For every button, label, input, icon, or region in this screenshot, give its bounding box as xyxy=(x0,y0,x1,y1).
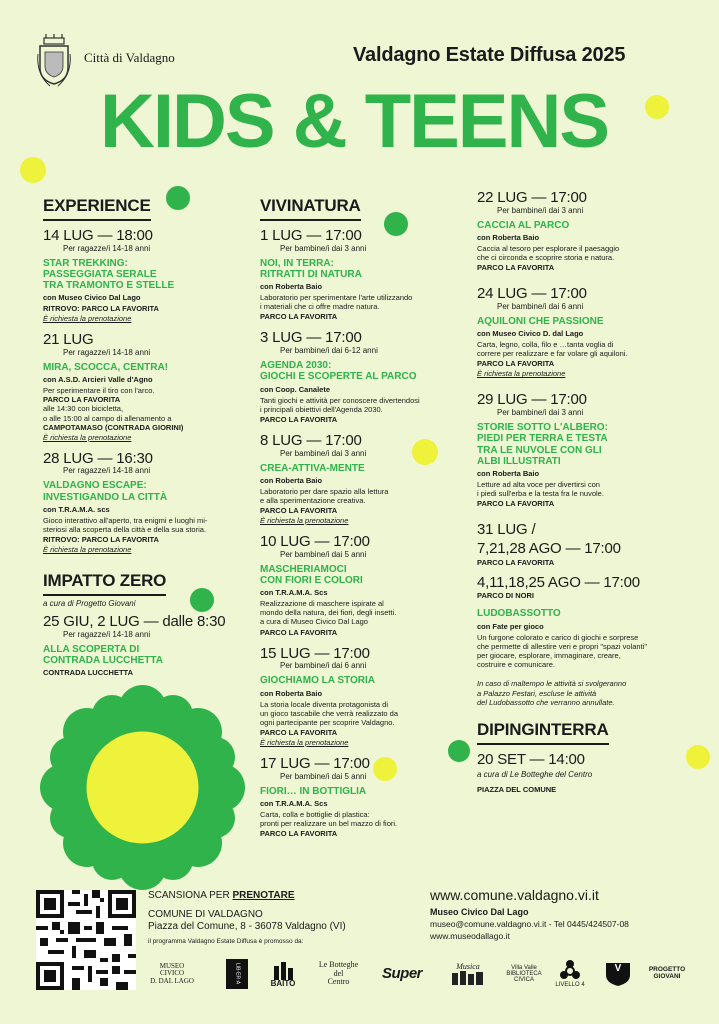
musica-text: Musica xyxy=(456,961,480,971)
event-item xyxy=(477,752,677,794)
event-item xyxy=(43,451,243,554)
event-description: Per sperimentare il tiro con l'arco. xyxy=(43,386,155,396)
event-date: 17 LUG — 17:00 xyxy=(260,754,370,772)
libera-logo xyxy=(226,954,248,994)
event-place: PARCO LA FAVORITA xyxy=(260,414,338,424)
event-place: PARCO LA FAVORITA xyxy=(260,312,338,322)
section-heading-dipinginterra: DIPINGINTERRA xyxy=(477,720,609,745)
booking-note: È richiesta la prenotazione xyxy=(43,545,132,555)
musica-logo xyxy=(448,954,488,994)
event-date: 7,21,28 AGO — 17:00 xyxy=(477,539,621,557)
event-description: Carta, legno, colla, filo e …tanta voglia di correre per realizzare e far volare gli aquiloni. xyxy=(477,340,628,359)
booking-note: È richiesta la prenotazione xyxy=(43,314,132,324)
column-middle xyxy=(260,196,460,847)
event-age: Per bambine/i dai 6 anni xyxy=(497,301,584,311)
event-title: GIOCHIAMO LA STORIA xyxy=(260,675,375,687)
event-description: Laboratorio per sperimentare l'arte utilizzando i materiali che ci offre madre natura. xyxy=(260,293,413,312)
event-date: 29 LUG — 17:00 xyxy=(477,391,587,409)
organizer-name: COMUNE DI VALDAGNO xyxy=(148,909,263,920)
event-age: Per bambine/i dai 5 anni xyxy=(280,549,367,559)
event-place: PARCO LA FAVORITA xyxy=(43,395,121,405)
decor-dot xyxy=(20,157,46,183)
event-organizer: con Museo Civico Dal Lago xyxy=(43,293,141,303)
event-item xyxy=(260,228,460,321)
event-date: 10 LUG — 17:00 xyxy=(260,533,370,551)
organizer-address: Piazza del Comune, 8 - 36078 Valdagno (VI) xyxy=(148,921,346,932)
event-organizer: con Roberta Baio xyxy=(477,468,540,478)
event-organizer: con T.R.A.M.A. Scs xyxy=(260,588,328,598)
botteghe-logo: Le Botteghe del Centro xyxy=(318,960,359,987)
museum-website-link[interactable]: www.museodallago.it xyxy=(430,931,510,941)
event-age: Per ragazze/i 14-18 anni xyxy=(63,466,151,476)
event-place: CAMPOTAMASO (CONTRADA GIORINI) xyxy=(43,422,184,432)
event-description: alle 14:30 con bicicletta, o alle 15:00 al campo di allenamento a xyxy=(43,404,172,423)
event-item xyxy=(260,330,460,423)
event-item xyxy=(477,286,677,378)
event-age: Per bambine/i dai 3 anni xyxy=(497,408,584,418)
event-title: FIORI… IN BOTTIGLIA xyxy=(260,785,367,797)
event-age: Per bambine/i dai 3 anni xyxy=(497,205,584,215)
event-date: 1 LUG — 17:00 xyxy=(260,227,362,244)
scan-bold: PRENOTARE xyxy=(232,890,295,901)
column-right xyxy=(477,190,677,803)
biohazard-icon xyxy=(559,960,581,982)
event-description: Gioco interattivo all'aperto, tra enigmi e luoghi mi- steriosi alla scoperta della città e della sua storia. xyxy=(43,515,208,534)
event-title: STAR TREKKING: PASSEGGIATA SERALE TRA TRAMONTO E STELLE xyxy=(43,257,175,292)
event-place: PARCO LA FAVORITA xyxy=(260,506,338,516)
event-place: PARCO LA FAVORITA xyxy=(477,263,555,273)
event-place: PARCO LA FAVORITA xyxy=(260,829,338,839)
progetto-giovani-logo: PROGETTO GIOVANI xyxy=(648,966,686,980)
event-date: 15 LUG — 17:00 xyxy=(260,644,370,662)
villa-valle-logo: Villa Valle BIBLIOTECA CIVICA xyxy=(506,964,542,984)
event-description: Carta, colla e bottiglie di plastica: pronti per realizzare un bel mazzo di fiori. xyxy=(260,809,398,829)
event-age: Per bambine/i dai 5 anni xyxy=(280,771,367,781)
event-title: NOI, IN TERRA: RITRATTI DI NATURA xyxy=(260,257,362,280)
museum-contact[interactable]: museo@comune.valdagno.vi.it - Tel 0445/424507-08 xyxy=(430,919,629,929)
booking-note: È richiesta la prenotazione xyxy=(43,432,132,442)
event-place: PARCO LA FAVORITA xyxy=(477,557,555,567)
event-title: CACCIA AL PARCO xyxy=(477,219,570,231)
event-item xyxy=(477,190,677,272)
event-age: Per bambine/i dai 6-12 anni xyxy=(280,346,378,356)
decor-dot xyxy=(686,745,710,769)
section-heading-experience: EXPERIENCE xyxy=(43,196,151,221)
museum-name: Museo Civico Dal Lago xyxy=(430,907,529,917)
event-organizer: con A.S.D. Arcieri Valle d'Agno xyxy=(43,375,153,385)
event-organizer: con Roberta Baio xyxy=(260,475,323,485)
event-place: PARCO LA FAVORITA xyxy=(260,627,338,637)
event-date: 31 LUG / xyxy=(477,521,536,539)
event-date: 28 LUG — 16:30 xyxy=(43,449,153,467)
event-item xyxy=(260,646,460,747)
event-place: PARCO LA FAVORITA xyxy=(477,499,555,509)
qr-code[interactable] xyxy=(36,890,136,990)
event-series-title: Valdagno Estate Diffusa 2025 xyxy=(353,44,626,66)
livello-text: LIVELLO 4 xyxy=(555,981,585,988)
curated-by: a cura di Le Botteghe del Centro xyxy=(477,770,593,780)
event-organizer: con Roberta Baio xyxy=(260,282,323,292)
event-description: Laboratorio per dare spazio alla lettura e alla sperimentazione creativa. xyxy=(260,486,389,505)
event-title: STORIE SOTTO L'ALBERO: PIEDI PER TERRA E TESTA TRA LE NUVOLE CON GLI ALBI ILLUSTRATI xyxy=(477,422,608,467)
baito-icon xyxy=(272,960,294,980)
event-age: Per bambine/i dai 3 anni xyxy=(280,448,367,458)
event-title: LUDOBASSOTTO xyxy=(477,608,561,620)
event-title: AGENDA 2030: GIOCHI E SCOPERTE AL PARCO xyxy=(260,360,417,383)
event-date: 24 LUG — 17:00 xyxy=(477,285,587,303)
event-age: Per ragazze/i 14-18 anni xyxy=(63,348,151,358)
event-place: PARCO LA FAVORITA xyxy=(477,359,555,369)
sponsor-logos xyxy=(146,954,691,994)
booking-note: È richiesta la prenotazione xyxy=(260,737,349,747)
event-organizer: con Roberta Baio xyxy=(477,232,540,242)
section-heading-impatto-zero: IMPATTO ZERO xyxy=(43,571,166,596)
musicians-icon xyxy=(451,971,485,985)
event-date: 14 LUG — 18:00 xyxy=(43,227,153,244)
scan-to-book xyxy=(148,890,295,901)
city-name: Città di Valdagno xyxy=(84,50,175,65)
vv-text: V xyxy=(614,963,622,974)
event-description: Realizzazione di maschere ispirate al mondo della natura, dei fiori, degli insetti. a cura di Museo Civico Dal Lago xyxy=(260,599,397,627)
event-age: Per bambine/i dai 6 anni xyxy=(280,661,367,671)
event-item xyxy=(260,756,460,838)
event-date: 20 SET — 14:00 xyxy=(477,751,585,769)
weather-note: In caso di maltempo le attività si svolgeranno a Palazzo Festari, escluse le attività del Ludobassotto che verranno annullate. xyxy=(477,679,627,707)
curated-by: a cura di Progetto Giovani xyxy=(43,599,136,609)
event-organizer: con Fate per gioco xyxy=(477,621,544,631)
event-title: MASCHERIAMOCI CON FIORI E COLORI xyxy=(260,563,363,586)
event-age: Per ragazze/i 14-18 anni xyxy=(63,629,151,639)
event-organizer: con Museo Civico D. dal Lago xyxy=(477,329,584,339)
event-age: Per bambine/i dai 3 anni xyxy=(280,243,367,253)
page-title: KIDS & TEENS xyxy=(100,79,609,164)
event-place: PARCO LA FAVORITA xyxy=(260,727,338,737)
event-item xyxy=(43,614,243,677)
event-place: PARCO DI NORI xyxy=(477,591,534,601)
super-logo xyxy=(374,954,430,994)
event-age: Per ragazze/i 14-18 anni xyxy=(63,243,151,253)
event-description: Tanti giochi e attività per conoscere divertendosi i principali obiettivi dell'Agenda 2030. xyxy=(260,395,420,414)
event-description: Un furgone colorato e carico di giochi e sorprese che permette di allestire veri e propri "spazi volanti" per giocare, esplorare, immaginare, creare, costruire e comunicare. xyxy=(477,632,647,670)
event-place: CONTRADA LUCCHETTA xyxy=(43,668,133,678)
booking-note: È richiesta la prenotazione xyxy=(260,516,349,526)
libera-text: LIB·ER·A xyxy=(226,959,248,989)
event-organizer: con Roberta Baio xyxy=(260,688,323,698)
baito-text: BAITO xyxy=(270,978,296,988)
column-left xyxy=(43,196,243,686)
baito-logo xyxy=(268,954,298,994)
decor-dot xyxy=(645,95,669,119)
event-description: La storia locale diventa protagonista di un gioco tascabile che verrà realizzato da ogni partecipante per scoprire Valdagno. xyxy=(260,699,398,727)
event-item xyxy=(260,433,460,525)
scan-prefix: SCANSIONA PER xyxy=(148,890,233,901)
event-item-ludobassotto xyxy=(477,522,677,707)
event-date: 25 GIU, 2 LUG — dalle 8:30 xyxy=(43,613,226,631)
event-place: RITROVO: PARCO LA FAVORITA xyxy=(43,304,159,314)
event-item xyxy=(43,228,243,323)
event-title: VALDAGNO ESCAPE: INVESTIGANDO LA CITTÀ xyxy=(43,480,168,503)
museo-logo: MUSEO CIVICO D. DAL LAGO xyxy=(150,961,194,985)
event-title: MIRA, SCOCCA, CENTRA! xyxy=(43,362,168,374)
event-item xyxy=(477,392,677,508)
vv-logo xyxy=(602,954,634,994)
event-organizer: con T.R.A.M.A. Scs xyxy=(260,798,328,808)
section-heading-vivinatura: VIVINATURA xyxy=(260,196,361,221)
event-organizer: con T.R.A.M.A. scs xyxy=(43,504,110,514)
event-item xyxy=(260,534,460,637)
event-title: ALLA SCOPERTA DI CONTRADA LUCCHETTA xyxy=(43,643,163,667)
flower-decoration xyxy=(40,685,245,890)
event-item xyxy=(43,332,243,441)
super-text: Super xyxy=(381,965,422,983)
event-place: RITROVO: PARCO LA FAVORITA xyxy=(43,535,159,545)
event-date: 8 LUG — 17:00 xyxy=(260,431,362,449)
livello-logo xyxy=(552,954,588,994)
event-date: 3 LUG — 17:00 xyxy=(260,329,362,347)
event-title: AQUILONI CHE PASSIONE xyxy=(477,315,604,327)
event-title: CREA-ATTIVA-MENTE xyxy=(260,462,365,474)
event-description: Letture ad alta voce per divertirsi con i piedi sull'erba e la testa fra le nuvole. xyxy=(477,479,604,499)
promoters-label: il programma Valdagno Estate Diffusa è promosso da: xyxy=(148,938,304,945)
event-date: 21 LUG xyxy=(43,331,94,349)
event-description: Caccia al tesoro per esplorare il paesaggio che ci circonda e scoprire storia e natura. xyxy=(477,243,620,263)
event-date: 4,11,18,25 AGO — 17:00 xyxy=(477,573,640,591)
website-link[interactable]: www.comune.valdagno.vi.it xyxy=(430,887,599,903)
city-crest-icon xyxy=(36,34,72,88)
event-place: PIAZZA DEL COMUNE xyxy=(477,785,557,795)
event-organizer: con Coop. Canalete xyxy=(260,384,331,394)
booking-note: È richiesta la prenotazione xyxy=(477,369,566,379)
event-date: 22 LUG — 17:00 xyxy=(477,189,587,206)
